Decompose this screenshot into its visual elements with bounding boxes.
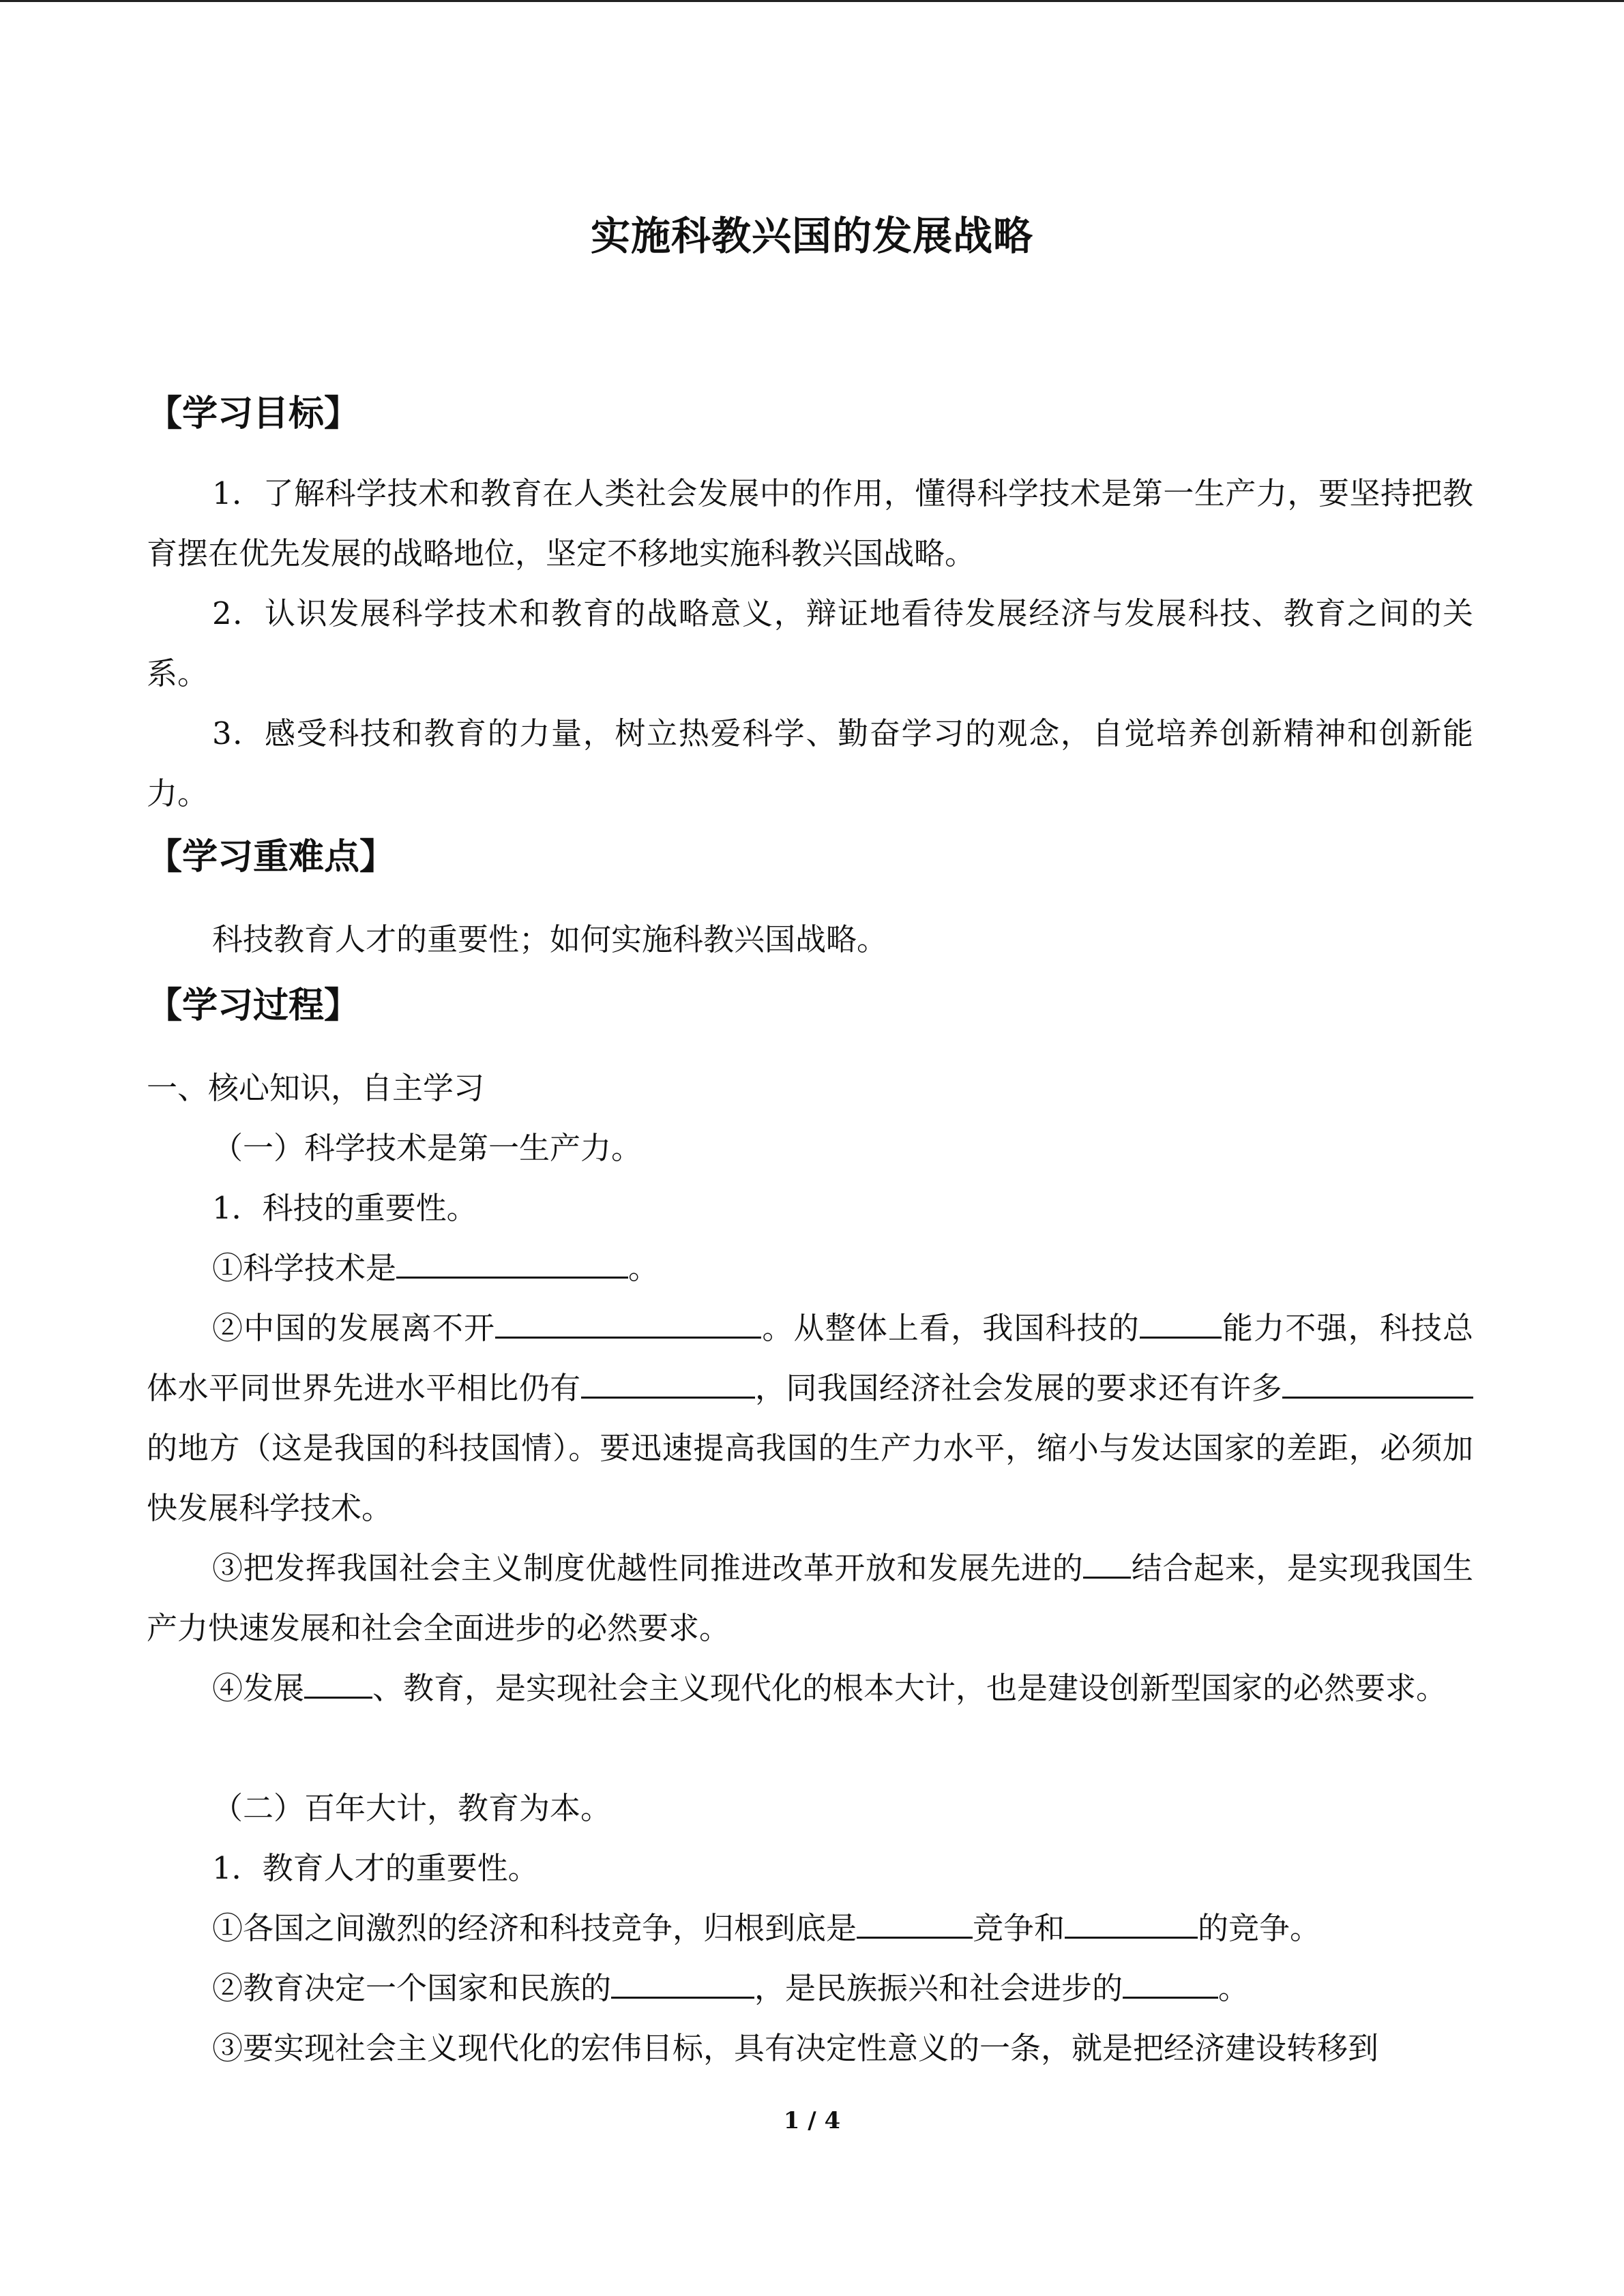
page-title: 实施科教兴国的发展战略	[590, 213, 1033, 259]
fill-blank[interactable]	[495, 1311, 761, 1339]
fill-blank[interactable]	[857, 1911, 973, 1939]
education-question-1-text-c: 的竞争。	[1198, 1910, 1321, 1946]
question-2-text-e: 的地方（这是我国的科技国情）。要迅速提高我国的生产力水平，缩小与发达国家的差距，必须加快发展科学技术。	[147, 1430, 1473, 1526]
subsection-1-item-1: 1．科技的重要性。	[212, 1190, 477, 1226]
fill-blank[interactable]	[1282, 1371, 1473, 1399]
subsection-2-item-1: 1．教育人才的重要性。	[212, 1850, 539, 1886]
fill-blank[interactable]	[396, 1251, 628, 1279]
fill-blank[interactable]	[304, 1671, 372, 1699]
fill-blank[interactable]	[1083, 1551, 1131, 1579]
question-1	[212, 1238, 659, 1298]
question-2	[147, 1298, 1473, 1538]
education-question-2-text-a: ②教育决定一个国家和民族的	[212, 1970, 612, 2006]
process-heading: 【学习过程】	[147, 985, 360, 1026]
education-question-1	[212, 1898, 1320, 1958]
subsection-1-title: （一）科学技术是第一生产力。	[212, 1130, 643, 1166]
part-1-heading: 一、核心知识，自主学习	[147, 1070, 485, 1106]
page-number: 1 / 4	[783, 2107, 841, 2134]
question-2-text-a: ②中国的发展离不开	[212, 1310, 496, 1346]
fill-blank[interactable]	[1065, 1911, 1198, 1939]
goals-heading: 【学习目标】	[147, 393, 360, 434]
education-question-2-text-b: ，是民族振兴和社会进步的	[754, 1970, 1123, 2006]
question-2-text-c: 能力不强，科技总体水平同世界先进水平相比仍有	[147, 1310, 1473, 1406]
goal-item-2: 2．认识发展科学技术和教育的战略意义，辩证地看待发展经济与发展科技、教育之间的关系。	[147, 595, 1473, 691]
key-points-heading: 【学习重难点】	[147, 837, 396, 878]
question-3	[147, 1538, 1473, 1658]
education-question-1-text-a: ①各国之间激烈的经济和科技竞争，归根到底是	[212, 1910, 857, 1946]
subsection-2-title: （二）百年大计，教育为本。	[212, 1790, 612, 1826]
question-1-end: 。	[628, 1250, 660, 1286]
fill-blank[interactable]	[581, 1371, 755, 1399]
question-1-text: ①科学技术是	[212, 1250, 397, 1286]
top-border	[0, 0, 1624, 2]
education-question-2	[212, 1958, 1249, 2018]
fill-blank[interactable]	[1123, 1971, 1218, 1999]
question-2-text-b: 。从整体上看，我国科技的	[761, 1310, 1140, 1346]
key-points-text: 科技教育人才的重要性；如何实施科教兴国战略。	[212, 921, 888, 957]
question-4-text-b: 、教育，是实现社会主义现代化的根本大计，也是建设创新型国家的必然要求。	[372, 1670, 1447, 1706]
goal-item-3: 3．感受科技和教育的力量，树立热爱科学、勤奋学习的观念，自觉培养创新精神和创新能力。	[147, 715, 1473, 811]
question-4	[147, 1658, 1473, 1718]
goal-item-1: 1．了解科学技术和教育在人类社会发展中的作用，懂得科学技术是第一生产力，要坚持把教育摆在优先发展的战略地位，坚定不移地实施科教兴国战略。	[147, 475, 1473, 571]
fill-blank[interactable]	[1140, 1311, 1222, 1339]
question-4-text-a: ④发展	[212, 1670, 305, 1706]
education-question-2-text-c: 。	[1218, 1970, 1250, 2006]
question-3-text-a: ③把发挥我国社会主义制度优越性同推进改革开放和发展先进的	[212, 1550, 1084, 1586]
fill-blank[interactable]	[611, 1971, 754, 1999]
education-question-3: ③要实现社会主义现代化的宏伟目标，具有决定性意义的一条，就是把经济建设转移到	[212, 2030, 1379, 2066]
question-2-text-d: ，同我国经济社会发展的要求还有许多	[754, 1370, 1282, 1406]
education-question-1-text-b: 竞争和	[973, 1910, 1065, 1946]
question-3-text-b: 结合起来，是实现我国生产力快速发展和社会全面进步的必然要求。	[147, 1550, 1473, 1646]
